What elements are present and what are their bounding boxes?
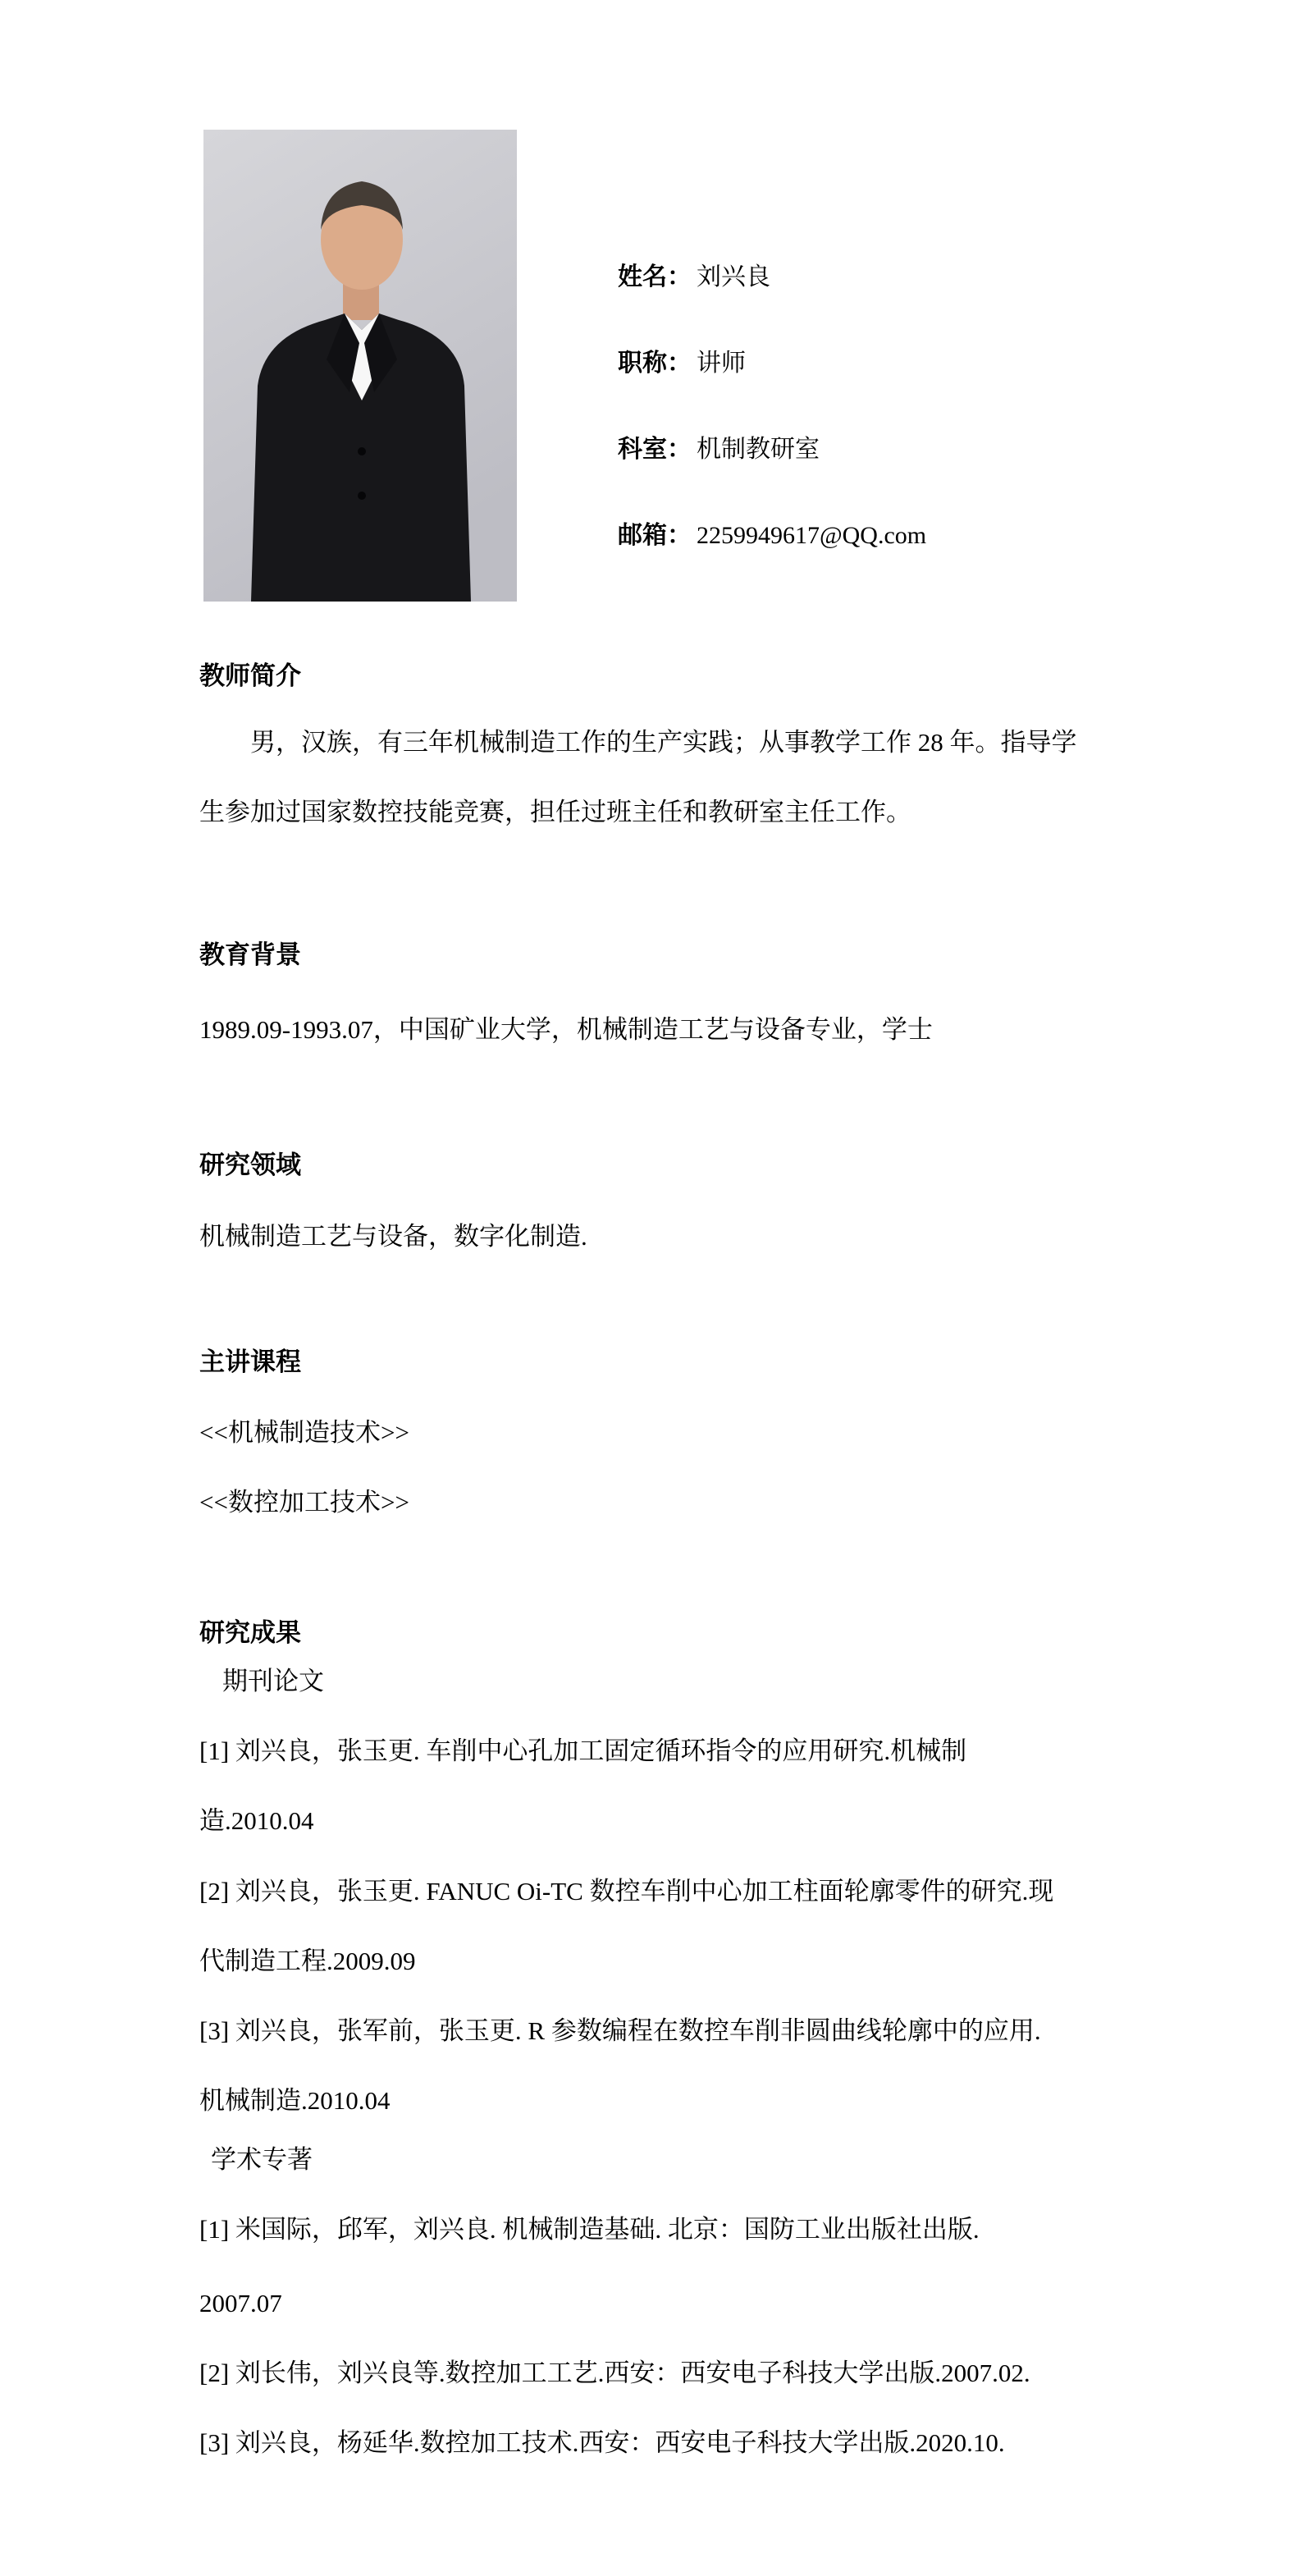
info-row-title [618, 349, 746, 378]
email-value: 2259949617@QQ.com [697, 522, 927, 549]
section-heading-intro: 教师简介 [199, 661, 301, 690]
profile-photo-drawing [203, 130, 517, 602]
section-heading-research: 研究领域 [199, 1151, 301, 1179]
book-line-1: [1] 米国际，邱军，刘兴良. 机械制造基础. 北京：国防工业出版社出版. [199, 2215, 980, 2244]
journal-line-2: 造.2010.04 [199, 1806, 314, 1835]
info-row-department [618, 435, 820, 464]
journal-line-4: 代制造工程.2009.09 [199, 1947, 416, 1975]
journal-line-3: [2] 刘兴良，张玉更. FANUC Oi-TC 数控车削中心加工柱面轮廓零件的研究.现 [199, 1877, 1054, 1906]
email-label: 邮箱： [618, 522, 692, 549]
info-row-name [618, 263, 770, 292]
course-line-2: <<数控加工技术>> [199, 1488, 409, 1517]
section-heading-achievements: 研究成果 [199, 1618, 301, 1647]
research-line-1: 机械制造工艺与设备，数字化制造. [199, 1222, 587, 1251]
suit-button-top [358, 447, 366, 455]
book-line-2: 2007.07 [199, 2289, 282, 2317]
intro-line-1: 男，汉族，有三年机械制造工作的生产实践；从事教学工作 28 年。指导学 [250, 728, 1077, 757]
profile-photo [203, 130, 517, 602]
title-value: 讲师 [697, 350, 746, 377]
title-label: 职称： [618, 350, 692, 377]
book-line-3: [2] 刘长伟，刘兴良等.数控加工工艺.西安：西安电子科技大学出版.2007.02. [199, 2359, 1030, 2387]
journal-subheading: 期刊论文 [222, 1667, 324, 1695]
education-line-1: 1989.09-1993.07，中国矿业大学，机械制造工艺与设备专业，学士 [199, 1015, 933, 1044]
book-line-4: [3] 刘兴良，杨延华.数控加工技术.西安：西安电子科技大学出版.2020.10. [199, 2428, 1005, 2457]
department-value: 机制教研室 [697, 436, 820, 463]
department-label: 科室： [618, 436, 692, 463]
journal-line-1: [1] 刘兴良，张玉更. 车削中心孔加工固定循环指令的应用研究.机械制 [199, 1736, 967, 1765]
journal-line-5: [3] 刘兴良，张军前，张玉更. R 参数编程在数控车削非圆曲线轮廓中的应用. [199, 2016, 1041, 2045]
name-label: 姓名： [618, 263, 692, 291]
course-line-1: <<机械制造技术>> [199, 1418, 409, 1447]
journal-line-6: 机械制造.2010.04 [199, 2086, 391, 2115]
info-row-email [618, 521, 926, 551]
section-heading-education: 教育背景 [199, 940, 301, 969]
section-heading-courses: 主讲课程 [199, 1347, 301, 1376]
books-subheading: 学术专著 [211, 2145, 313, 2174]
name-value: 刘兴良 [697, 263, 770, 291]
suit-button-bottom [358, 492, 366, 500]
intro-line-2: 生参加过国家数控技能竞赛，担任过班主任和教研室主任工作。 [199, 798, 911, 826]
